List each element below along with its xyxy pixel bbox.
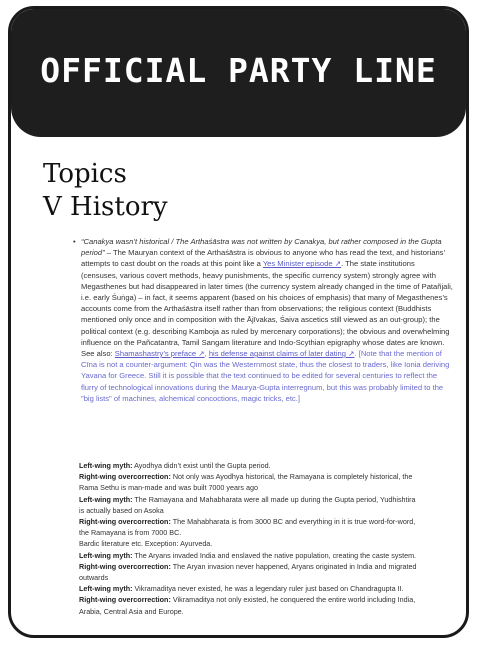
myth-label: Right-wing overcorrection: <box>79 595 171 605</box>
list-item <box>79 550 419 561</box>
list-item <box>79 494 419 516</box>
myth-label: Right-wing overcorrection: <box>79 561 171 571</box>
later-dating-defense-link[interactable]: his defense against claims of later dating ↗ <box>208 349 355 359</box>
myth-text: Vikramaditya never existed, he was a legendary ruler just based on Chandragupta II. <box>132 584 404 594</box>
myth-label: Right-wing overcorrection: <box>79 517 171 527</box>
myth-label: Left-wing myth: <box>79 550 133 560</box>
myth-text: Ayodhya didn’t exist until the Gupta period. <box>132 461 271 470</box>
paragraph-separator: , <box>204 349 209 359</box>
claim-quote: “Canakya wasn’t historical / The Arthaśāstra was not written by Canakya, but rather composed in the Gupta period” <box>81 237 442 258</box>
list-item <box>79 561 419 583</box>
myth-label: Left-wing myth: <box>79 461 133 470</box>
myths-list <box>79 460 419 617</box>
cina-note: . [Note that the mention of Cīna is not a counter-argument: Qin was the Westernmost state, thus the closest to traders, like Ionia deriving Yavana for Greece. Still it is possible that the text continued to be edited for several centuries to reflect the flurry of technological innovations during the Maurya-Gupta interregnum, but this was probably limited to the "big lists" of machines, alchemical concoctions, magic tricks, etc.] <box>81 349 450 403</box>
history-heading: V History <box>43 192 168 222</box>
list-item <box>79 516 419 538</box>
topics-heading: Topics <box>43 159 127 189</box>
myth-text: The Ramayana and Mahabharata were all made up during the Gupta period, Yudhishtira is actually based on Asoka <box>79 494 416 515</box>
list-item <box>73 236 453 404</box>
list-item <box>79 538 419 549</box>
yes-minister-link[interactable]: Yes Minister episode ↗ <box>262 259 342 269</box>
list-item <box>79 594 419 616</box>
myth-text: Not only was Ayodhya historical, the Ramayana is completely historical, the Rama Sethu is man-made and was built 7000 years ago <box>79 472 413 493</box>
myth-text: The Aryan invasion never happened, Aryans originated in India and migrated outwards <box>79 561 417 583</box>
myth-label: Right-wing overcorrection: <box>79 472 171 482</box>
list-item <box>79 460 419 471</box>
myth-text: Bardic literature etc. Exception: Ayurveda. <box>79 539 213 549</box>
myth-text: Vikramaditya not only existed, he conquered the entire world including India, Arabia, Central Asia and Europe. <box>79 595 416 616</box>
list-item <box>79 583 419 594</box>
paragraph-text: – The Mauryan context of the Arthaśāstra is obvious to anyone who has read the text, and historians’ attempts to cast doubt on the roads at this point like a <box>81 248 445 269</box>
banner-title: OFFICIAL PARTY LINE <box>40 51 437 90</box>
list-item <box>79 471 419 493</box>
title-banner <box>11 9 466 137</box>
myth-text: The Mahabharata is from 3000 BC and everything in it is true word-for-word, the Ramayana is from 7000 BC. <box>79 517 416 538</box>
paragraph-text: . The state institutions (censuses, various covert methods, heavy punishments, the specific currency system) strongly agree with Megasthenes but had disappeared in later times (the currency system already changed in the time of Patañjali, i.e. early Śuṅga) – in fact, it seems apparent (based on his choices of emphasis) that many of Megasthenes’s accounts come from the Arthaśāstra itself rather than from observations; the religious context (Buddhists mentioned only once and in composition with the Ājīvakas, Śaiva ascetics still viewed as an out-group); the political context (e.g. describing Kamboja as ruled by mercenary corporations); the obvious and overwhelming influence on the Pañcatantra, Tamil Sangam literature and Indo-Scythian epigraphy whose dates are known. See also: <box>81 259 453 359</box>
shamashastry-preface-link[interactable]: Shamashastry’s preface ↗ <box>114 349 205 359</box>
myth-label: Left-wing myth: <box>79 584 133 594</box>
myth-text: The Aryans invaded India and enslaved the native population, creating the caste system. <box>132 550 417 560</box>
arthashastra-paragraph <box>73 236 453 404</box>
myth-label: Left-wing myth: <box>79 494 133 504</box>
page-card <box>8 6 469 638</box>
